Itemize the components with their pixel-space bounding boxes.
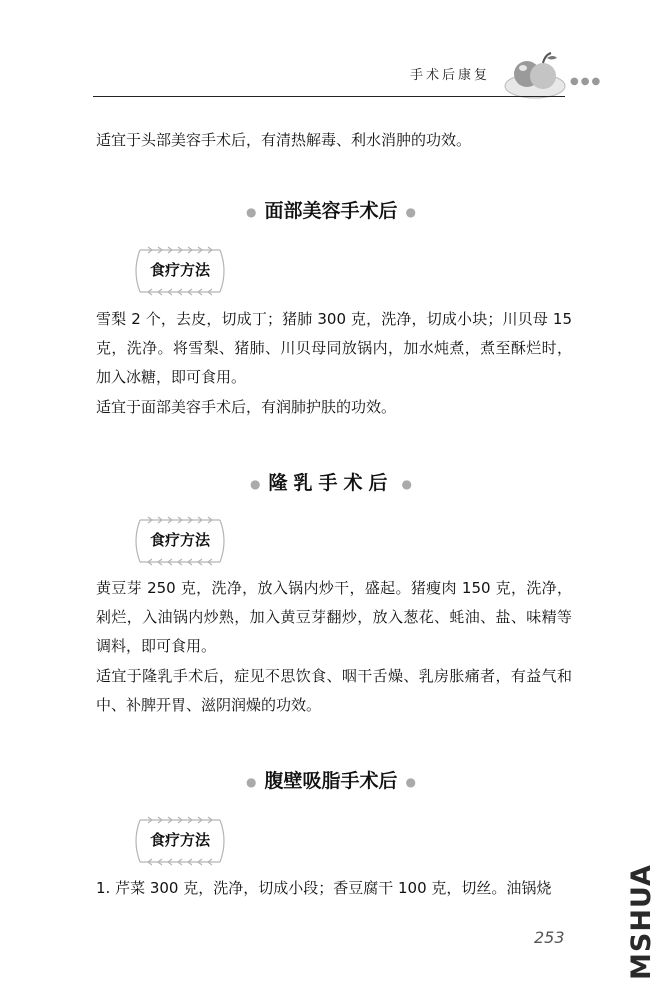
paragraph: 雪梨 2 个，去皮，切成丁；猪肺 300 克，洗净，切成小块；川贝母 15 克，洗净。将雪梨、猪肺、川贝母同放锅内，加水炖煮，煮至酥烂时，加入冰糖，即可食用。 [96,310,572,386]
bullet-icon: ● [405,774,416,789]
section-title-face [0,196,662,223]
header-dots: ●●● [570,76,603,87]
paragraph: 1. 芹菜 300 克，洗净，切成小段；香豆腐干 100 克，切丝。油锅烧 [96,879,552,897]
bullet-icon: ● [250,476,261,491]
paragraph: 黄豆芽 250 克，洗净，放入锅内炒干，盛起。猪瘦肉 150 克，洗净，剁烂，入油锅内炒熟，加入黄豆芽翻炒，放入葱花、蚝油、盐、味精等调料，即可食用。 [96,579,572,655]
badge-label: 食疗方法 [149,831,210,849]
intro-paragraph: 适宜于头部美容手术后，有清热解毒、利水消肿的功效。 [96,131,472,149]
badge-label: 食疗方法 [149,261,210,279]
paragraph: 适宜于面部美容手术后，有润肺护肤的功效。 [96,398,397,416]
bullet-icon: ● [246,204,257,219]
bullet-icon: ● [401,476,412,491]
section-title-breast [0,468,662,495]
header-rule [93,96,565,97]
section-title-text: 隆乳手术后 [268,472,394,494]
apple-plate-icon [503,48,567,100]
watermark: MSHUA [626,864,657,980]
paragraph: 适宜于隆乳手术后，症见不思饮食、咽干舌燥、乳房胀痛者，有益气和中、补脾开胃、滋阴润燥的功效。 [96,667,572,714]
method-badge [128,244,232,298]
bullet-icon: ● [405,204,416,219]
section-title-liposuction [0,766,662,793]
method-badge [128,814,232,868]
bullet-icon: ● [246,774,257,789]
section-title-text: 面部美容手术后 [264,200,398,222]
method-badge [128,514,232,568]
header-title: 手术后康复 [410,68,491,83]
badge-label: 食疗方法 [149,531,210,549]
page-number: 253 [534,928,565,947]
section-title-text: 腹壁吸脂手术后 [264,770,398,792]
